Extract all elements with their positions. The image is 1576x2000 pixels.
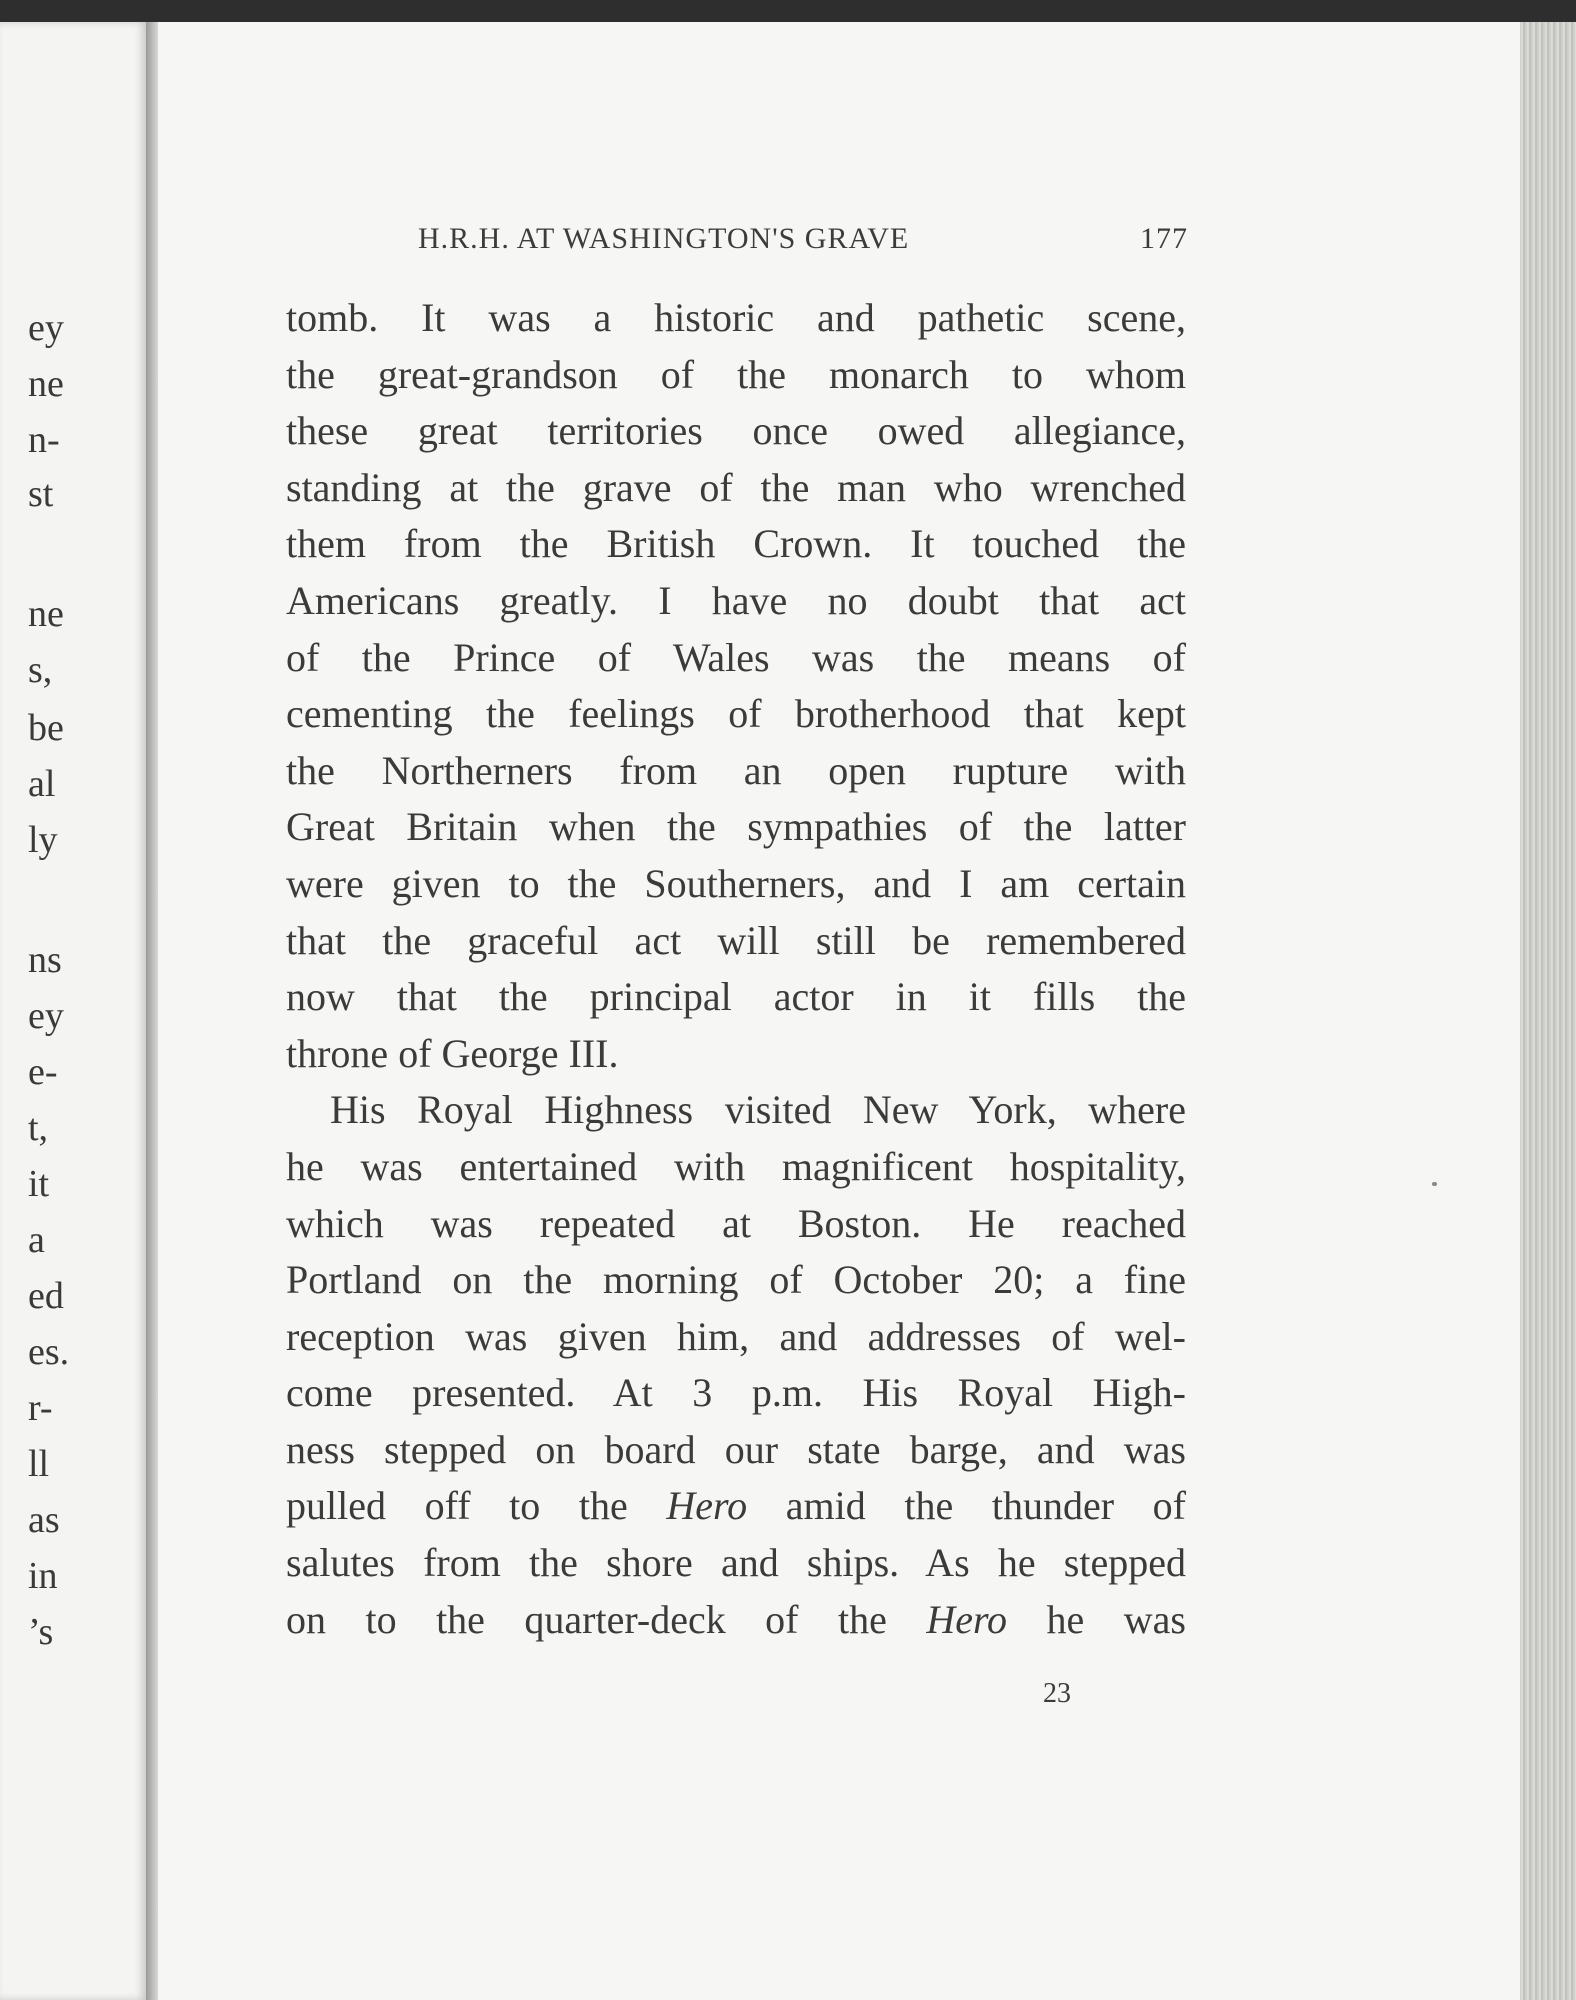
text-line: Portland on the morning of October 20; a fine (286, 1257, 1186, 1303)
text-line: the Northerners from an open rupture with (286, 747, 1186, 793)
text-line: come presented. At 3 p.m. His Royal High- (286, 1370, 1186, 1416)
text-line: them from the British Crown. It touched the (286, 521, 1186, 567)
page-edges (1520, 22, 1576, 2000)
text-line: reception was given him, and addresses of wel- (286, 1313, 1186, 1359)
left-fragment: ne (28, 593, 64, 635)
text-line: tomb. It was a historic and pathetic scene, (286, 295, 1186, 340)
left-fragment: ll (28, 1443, 50, 1485)
page-number: 177 (1140, 222, 1188, 255)
left-fragment: ed (28, 1275, 64, 1317)
book-gutter (146, 22, 158, 2000)
ship-name: Hero (926, 1596, 1008, 1642)
text-line: throne of George III. (286, 1030, 619, 1076)
text-line: Americans greatly. I have no doubt that act (286, 577, 1186, 623)
text-line: Great Britain when the sympathies of the latter (286, 804, 1186, 850)
body-text (286, 290, 1186, 1648)
left-fragment: al (28, 763, 56, 805)
text-line: cementing the feelings of brotherhood that kept (286, 691, 1186, 737)
left-fragment: e- (28, 1051, 58, 1093)
scanner-background (0, 0, 1576, 22)
text-line (286, 1592, 1186, 1649)
text-line: now that the principal actor in it fills the (286, 974, 1186, 1020)
left-page (0, 22, 146, 2000)
text-line: ness stepped on board our state barge, and was (286, 1426, 1186, 1472)
text-line: were given to the Southerners, and I am certain (286, 860, 1186, 906)
ship-name: Hero (666, 1483, 748, 1529)
text-line: His Royal Highness visited New York, where (330, 1087, 1186, 1133)
text-run: he was (1007, 1596, 1186, 1642)
left-fragment: in (28, 1555, 58, 1597)
scan-speck (1432, 1182, 1437, 1186)
text-run: pulled off to the (286, 1483, 667, 1529)
left-fragment: n- (28, 419, 60, 461)
left-fragment: ns (28, 939, 62, 981)
left-fragment: s, (28, 649, 53, 691)
text-line: which was repeated at Boston. He reached (286, 1200, 1186, 1246)
running-head: H.R.H. AT WASHINGTON'S GRAVE (418, 222, 910, 255)
left-fragment: a (28, 1219, 45, 1261)
left-fragment: ne (28, 363, 64, 405)
text-line: the great-grandson of the monarch to whom (286, 351, 1186, 397)
left-fragment: ey (28, 995, 64, 1037)
left-fragment: ly (28, 819, 58, 861)
text-run: amid the thunder of (747, 1483, 1186, 1529)
left-fragment: it (28, 1163, 50, 1205)
text-line: he was entertained with magnificent hospitality, (286, 1143, 1186, 1189)
signature-mark: 23 (1043, 1678, 1071, 1709)
left-fragment: be (28, 707, 64, 749)
left-fragment: ey (28, 307, 64, 349)
left-fragment: r- (28, 1387, 53, 1429)
left-fragment: st (28, 473, 54, 515)
text-line: salutes from the shore and ships. As he stepped (286, 1540, 1186, 1586)
text-run: on to the quarter-deck of the (286, 1596, 927, 1642)
text-line: of the Prince of Wales was the means of (286, 634, 1186, 680)
left-fragment: es. (28, 1331, 70, 1373)
text-line: these great territories once owed allegiance, (286, 408, 1186, 454)
left-fragment: as (28, 1499, 60, 1541)
text-line: that the graceful act will still be remembered (286, 917, 1186, 963)
left-fragment: ’s (28, 1611, 54, 1653)
text-line: standing at the grave of the man who wrenched (286, 464, 1186, 510)
text-line (286, 1478, 1186, 1535)
left-fragment: t, (28, 1107, 49, 1149)
